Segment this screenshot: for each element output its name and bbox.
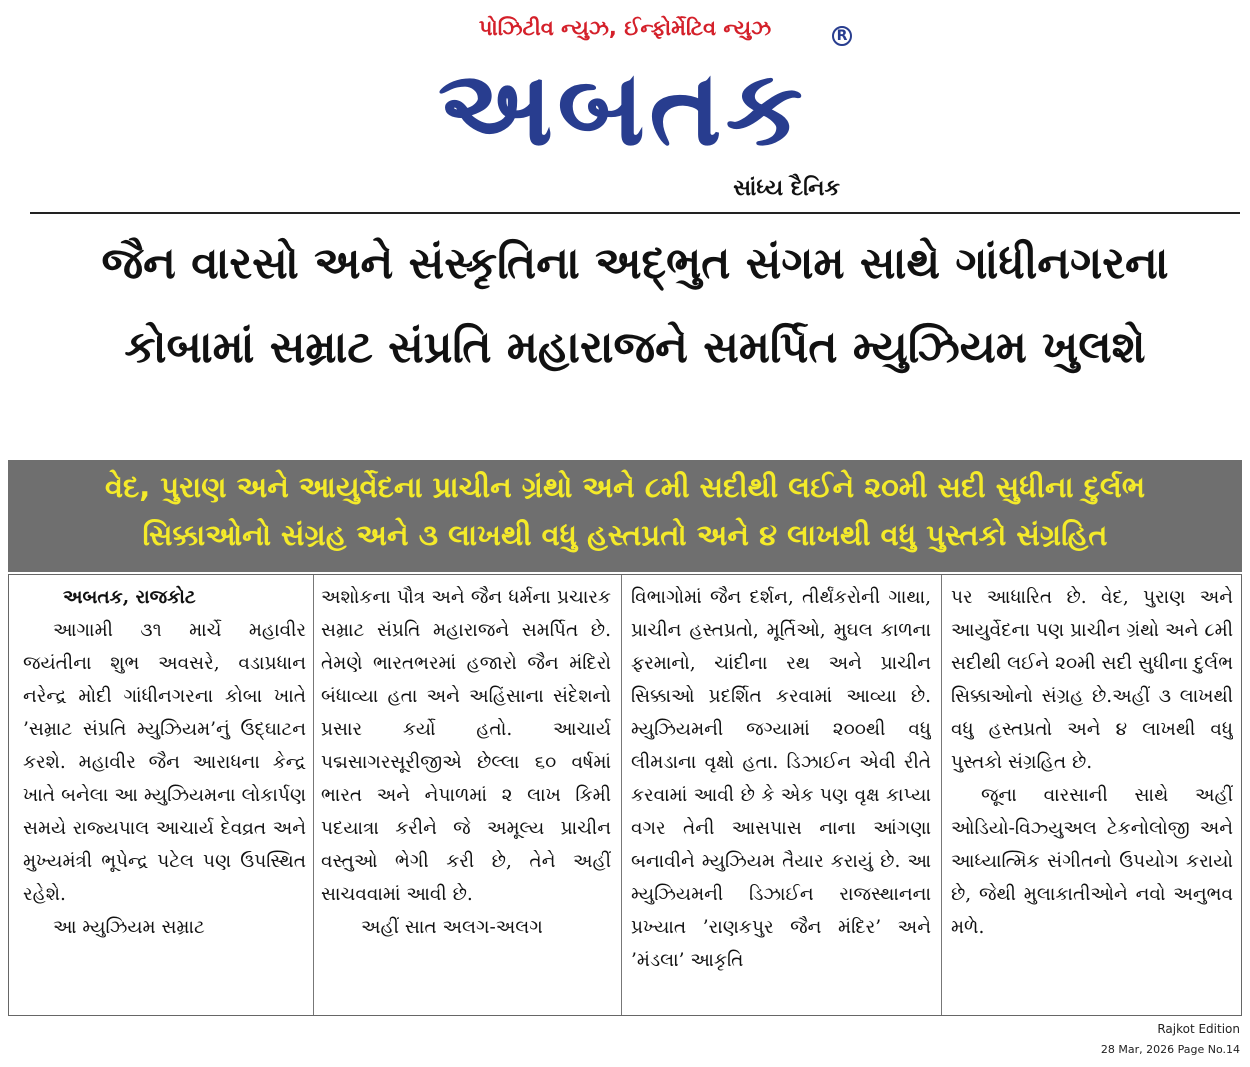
article-column-4: [951, 581, 1233, 1011]
article-column-3: [631, 581, 931, 1011]
deck-line-1: વેદ, પુરાણ અને આયુર્વેદના પ્રાચીન ગ્રંથો અને ૮મી સદીથી લઈને ૨૦મી સદી સુધીના દુર્લભ: [104, 470, 1146, 504]
paragraph: જૂના વારસાની સાથે અહીં ઓડિયો-વિઝ્યુઅલ ટેકનોલોજી અને આધ્યાત્મિક સંગીતનો ઉપયોગ કરાયો છે, જેથી મુલાકાતીઓને નવો અનુભવ મળે.: [951, 785, 1233, 938]
headline-line-2: કોબામાં સમ્રાટ સંપ્રતિ મહારાજને સમર્પિત મ્યુઝિયમ ખુલશે: [124, 322, 1146, 373]
deck-banner: [8, 460, 1242, 572]
masthead: [0, 0, 1250, 210]
edition-label: Rajkot Edition: [1157, 1022, 1240, 1036]
top-divider: [30, 212, 1240, 214]
deck-line-2: સિક્કાઓનો સંગ્રહ અને ૩ લાખથી વધુ હસ્તપ્રતો અને ૪ લાખથી વધુ પુસ્તકો સંગ્રહિત: [142, 518, 1108, 552]
column-divider: [313, 575, 314, 1015]
newspaper-logo[interactable]: [405, 48, 840, 178]
article-column-2: [321, 581, 611, 1011]
article-headline: [30, 222, 1240, 390]
date-page-label: 28 Mar, 2026 Page No.14: [1100, 1043, 1240, 1056]
column-divider: [941, 575, 942, 1015]
article-column-1: [23, 581, 306, 1011]
paragraph: પર આધારિત છે. વેદ, પુરાણ અને આયુર્વેદના પણ પ્રાચીન ગ્રંથો અને ૮મી સદીથી લઈને ૨૦મી સદી સુધીના દુર્લભ સિક્કાઓનો સંગ્રહ છે.અહીં ૩ લાખથી વધુ હસ્તપ્રતો અને ૪ લાખથી વધુ પુસ્તકો સંગ્રહિત છે.: [951, 587, 1233, 773]
masthead-subtitle: સાંધ્ય દૈનિક: [733, 176, 840, 201]
paragraph: અહીં સાત અલગ-અલગ: [361, 917, 543, 938]
byline: અબતક, રાજકોટ: [63, 587, 196, 608]
logo-text: અબતક: [437, 47, 808, 169]
paragraph: આગામી ૩૧ માર્ચે મહાવીર જયંતીના શુભ અવસરે, વડાપ્રધાન નરેન્દ્ર મોદી ગાંધીનગરના કોબા ખાતે ’સમ્રાટ સંપ્રતિ મ્યુઝિયમ’નું ઉદ્ઘાટન કરશે. મહાવીર જૈન આરાધના કેન્દ્ર ખાતે બનેલા આ મ્યુઝિયમના લોકાર્પણ સમયે રાજ્યપાલ આચાર્ય દેવવ્રત અને મુખ્યમંત્રી ભૂપેન્દ્ર પટેલ પણ ઉપસ્થિત રહેશે.: [23, 620, 306, 905]
registered-mark-icon: R: [832, 26, 852, 46]
column-divider: [621, 575, 622, 1015]
article-body: [8, 574, 1242, 1016]
paragraph: અશોકના પૌત્ર અને જૈન ધર્મના પ્રચારક સમ્રાટ સંપ્રતિ મહારાજને સમર્પિત છે. તેમણે ભારતભરમાં હજારો જૈન મંદિરો બંધાવ્યા હતા અને અહિંસાના સંદેશનો પ્રસાર કર્યો હતો. આચાર્ય પદ્મસાગરસૂરીજીએ છેલ્લા ૬૦ વર્ષમાં ભારત અને નેપાળમાં ૨ લાખ કિમી પદયાત્રા કરીને જે અમૂલ્ય પ્રાચીન વસ્તુઓ ભેગી કરી છે, તેને અહીં સાચવવામાં આવી છે.: [321, 587, 611, 905]
paragraph: વિભાગોમાં જૈન દર્શન, તીર્થંકરોની ગાથા, પ્રાચીન હસ્તપ્રતો, મૂર્તિઓ, મુઘલ કાળના ફરમાનો, ચાંદીના રથ અને પ્રાચીન સિક્કાઓ પ્રદર્શિત કરવામાં આવ્યા છે. મ્યુઝિયમની જગ્યામાં ૨૦૦થી વધુ લીમડાના વૃક્ષો હતા. ડિઝાઈન એવી રીતે કરવામાં આવી છે કે એક પણ વૃક્ષ કાપ્યા વગર તેની આસપાસ નાના આંગણા બનાવીને મ્યુઝિયમ તૈયાર કરાયું છે. આ મ્યુઝિયમની ડિઝાઈન રાજસ્થાનના પ્રખ્યાત ’રાણકપુર જૈન મંદિર’ અને ’મંડલા’ આકૃતિ: [631, 587, 931, 971]
paragraph: આ મ્યુઝિયમ સમ્રાટ: [53, 917, 205, 938]
tagline: પોઝિટીવ ન્યુઝ, ઈન્ફોર્મેટિવ ન્યુઝ: [478, 16, 772, 40]
headline-line-1: જૈન વારસો અને સંસ્કૃતિના અદ્ભુત સંગમ સાથે ગાંધીનગરના: [101, 238, 1169, 289]
